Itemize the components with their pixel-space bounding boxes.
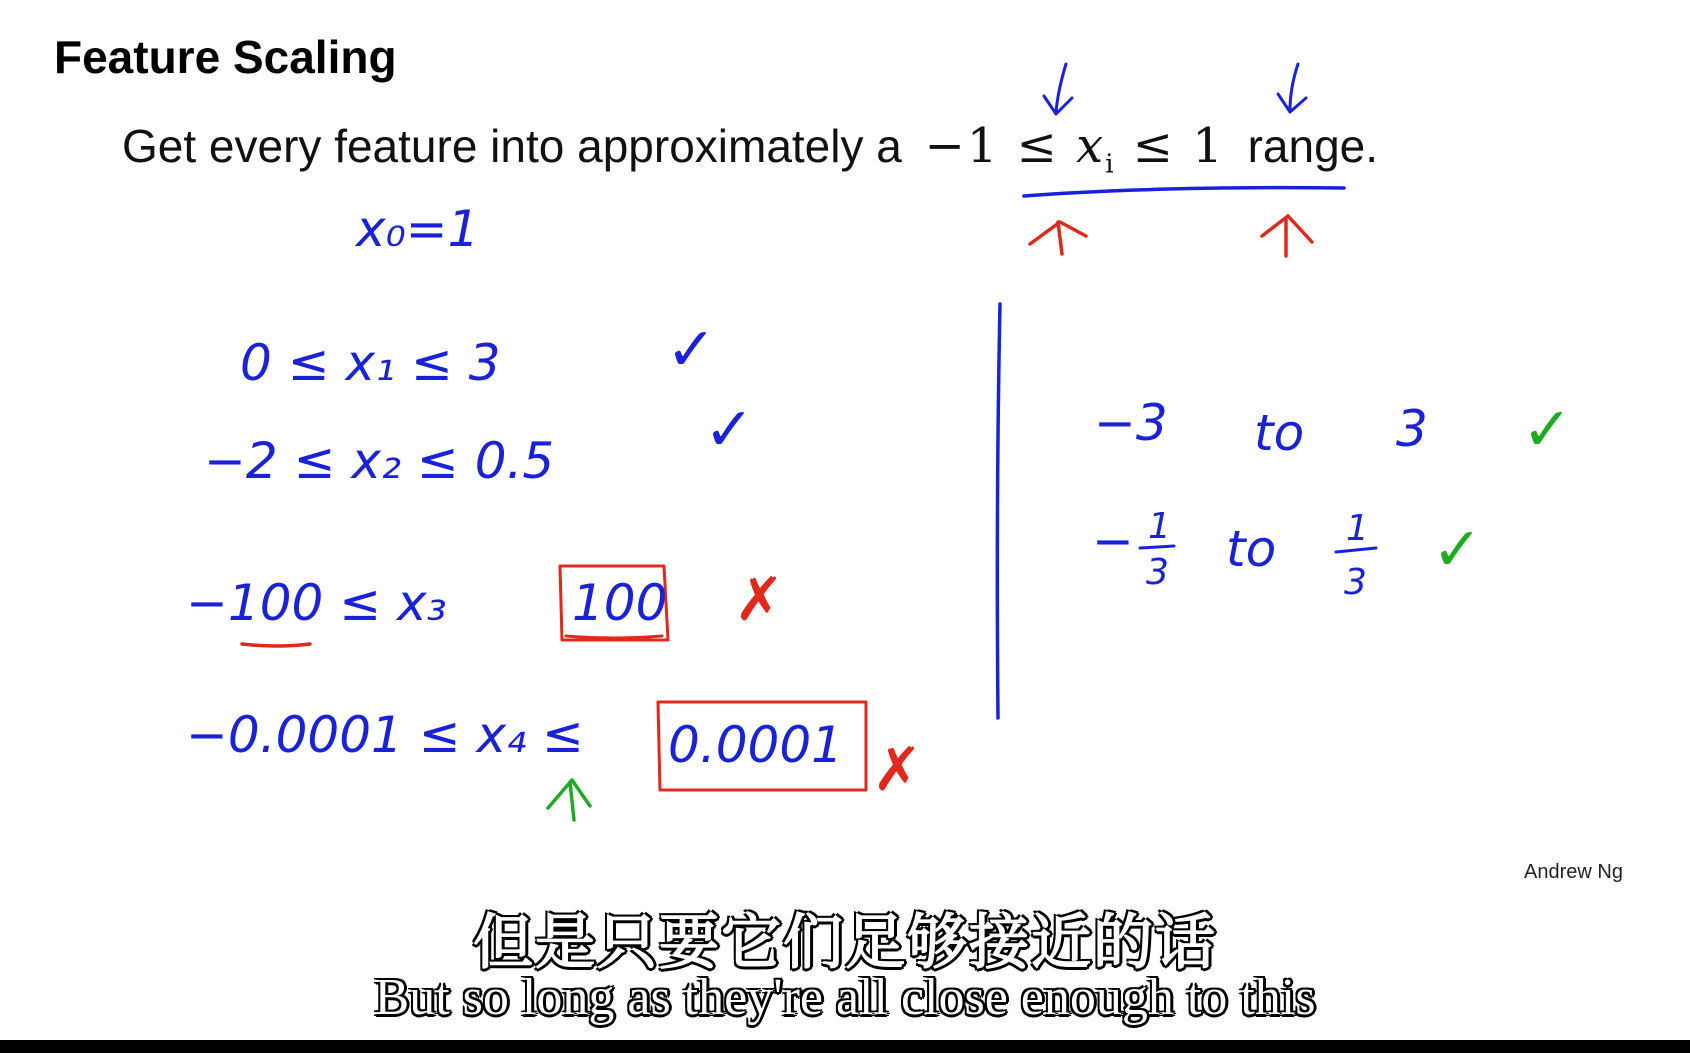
fraction-numerator: 1: [1148, 506, 1171, 547]
constraint-x3-boxed: 100: [572, 574, 668, 632]
range-from-sign: −: [1092, 512, 1134, 570]
up-arrow-icon: [1030, 222, 1086, 254]
formula-subscript: i: [1105, 149, 1116, 180]
range-to-word-2: to: [1226, 520, 1277, 578]
constraint-x4-left: −0.0001 ≤ x₄ ≤: [186, 706, 584, 764]
cross-icon: ✗: [872, 735, 923, 805]
down-arrow-icon: [1278, 64, 1306, 112]
slide-title: Feature Scaling: [54, 31, 397, 83]
formula-lhs: −1 ≤: [924, 118, 1077, 174]
up-arrow-icon: [548, 780, 590, 820]
check-icon: ✓: [666, 315, 717, 385]
range-from-minus3: −3: [1094, 394, 1168, 452]
constraint-x4-boxed: 0.0001: [668, 716, 843, 774]
formula-rhs: ≤ 1: [1115, 118, 1225, 174]
x0-equals-1: x₀=1: [356, 200, 480, 258]
subtitle-english: But so long as they're all close enough to this: [374, 969, 1316, 1026]
down-arrow-icon: [1044, 64, 1072, 114]
author-credit: Andrew Ng: [1524, 861, 1623, 883]
vertical-divider: [997, 304, 1000, 718]
underline-minus-100: [242, 644, 310, 646]
check-icon: ✓: [1522, 395, 1573, 465]
fraction-denominator: 3: [1344, 562, 1367, 603]
check-icon: ✓: [704, 395, 755, 465]
fraction-denominator: 3: [1146, 552, 1169, 593]
check-icon: ✓: [1432, 515, 1483, 585]
constraint-x3-left: −100 ≤ x₃: [186, 574, 447, 632]
headline-suffix: range.: [1247, 120, 1379, 172]
range-to-3: 3: [1396, 400, 1428, 458]
fraction-numerator: 1: [1346, 508, 1369, 549]
constraint-x1: 0 ≤ x₁ ≤ 3: [240, 334, 501, 392]
box-100-underline: [566, 636, 662, 638]
formula-variable: x: [1076, 118, 1106, 174]
headline-prefix: Get every feature into approximately a: [122, 120, 902, 172]
subtitle-chinese: 但是只要它们足够接近的话: [473, 908, 1217, 978]
up-arrow-icon: [1262, 216, 1312, 256]
range-to-word-1: to: [1254, 404, 1305, 462]
constraint-x2: −2 ≤ x₂ ≤ 0.5: [204, 432, 555, 490]
formula-underline: [1024, 188, 1344, 196]
cross-icon: ✗: [734, 565, 785, 635]
